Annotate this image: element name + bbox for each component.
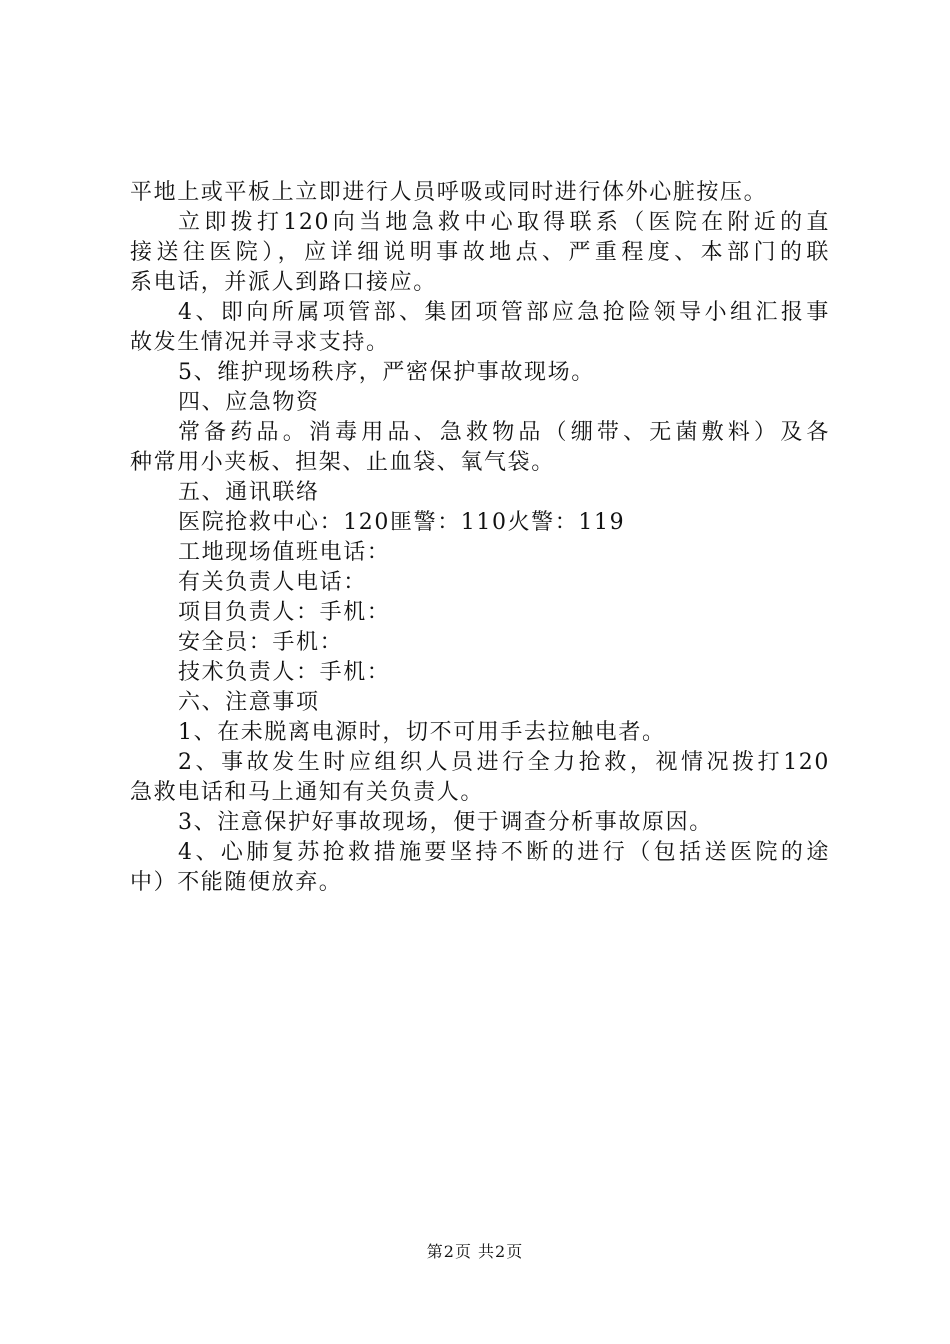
section-heading: 四、应急物资 <box>178 390 320 415</box>
text-line: 5、维护现场秩序，严密保护事故现场。 <box>178 360 595 385</box>
text-line: 系电话，并派人到路口接应。 <box>130 270 437 295</box>
text-line: 立即拨打120向当地急救中心取得联系（医院在附近的直 <box>178 210 830 235</box>
text-line: 4、即向所属项管部、集团项管部应急抢险领导小组汇报事 <box>178 300 830 325</box>
section-heading: 五、通讯联络 <box>178 480 320 505</box>
text-line: 急救电话和马上通知有关负责人。 <box>130 780 485 805</box>
text-line: 接送往医院），应详细说明事故地点、严重程度、本部门的联 <box>130 240 830 265</box>
text-line: 技术负责人：手机： <box>178 660 391 685</box>
text-line: 2、事故发生时应组织人员进行全力抢救，视情况拨打120 <box>178 750 830 775</box>
text-line: 有关负责人电话： <box>178 570 367 595</box>
text-line: 中）不能随便放弃。 <box>130 870 343 895</box>
text-line: 常备药品。消毒用品、急救物品（绷带、无菌敷料）及各 <box>178 420 830 445</box>
text-line: 平地上或平板上立即进行人员呼吸或同时进行体外心脏按压。 <box>130 180 768 205</box>
text-line: 项目负责人：手机： <box>178 600 391 625</box>
text-line: 医院抢救中心：120匪警：110火警：119 <box>178 510 626 535</box>
text-line: 故发生情况并寻求支持。 <box>130 330 390 355</box>
text-line: 3、注意保护好事故现场，便于调查分析事故原因。 <box>178 810 713 835</box>
section-heading: 六、注意事项 <box>178 690 320 715</box>
text-line: 4、心肺复苏抢救措施要坚持不断的进行（包括送医院的途 <box>178 840 830 865</box>
text-line: 安全员：手机： <box>178 630 344 655</box>
text-line: 种常用小夹板、担架、止血袋、氧气袋。 <box>130 450 555 475</box>
page-footer: 第2页 共2页 <box>426 1242 524 1261</box>
text-line: 工地现场值班电话： <box>178 540 391 565</box>
text-line: 1、在未脱离电源时，切不可用手去拉触电者。 <box>178 720 666 745</box>
